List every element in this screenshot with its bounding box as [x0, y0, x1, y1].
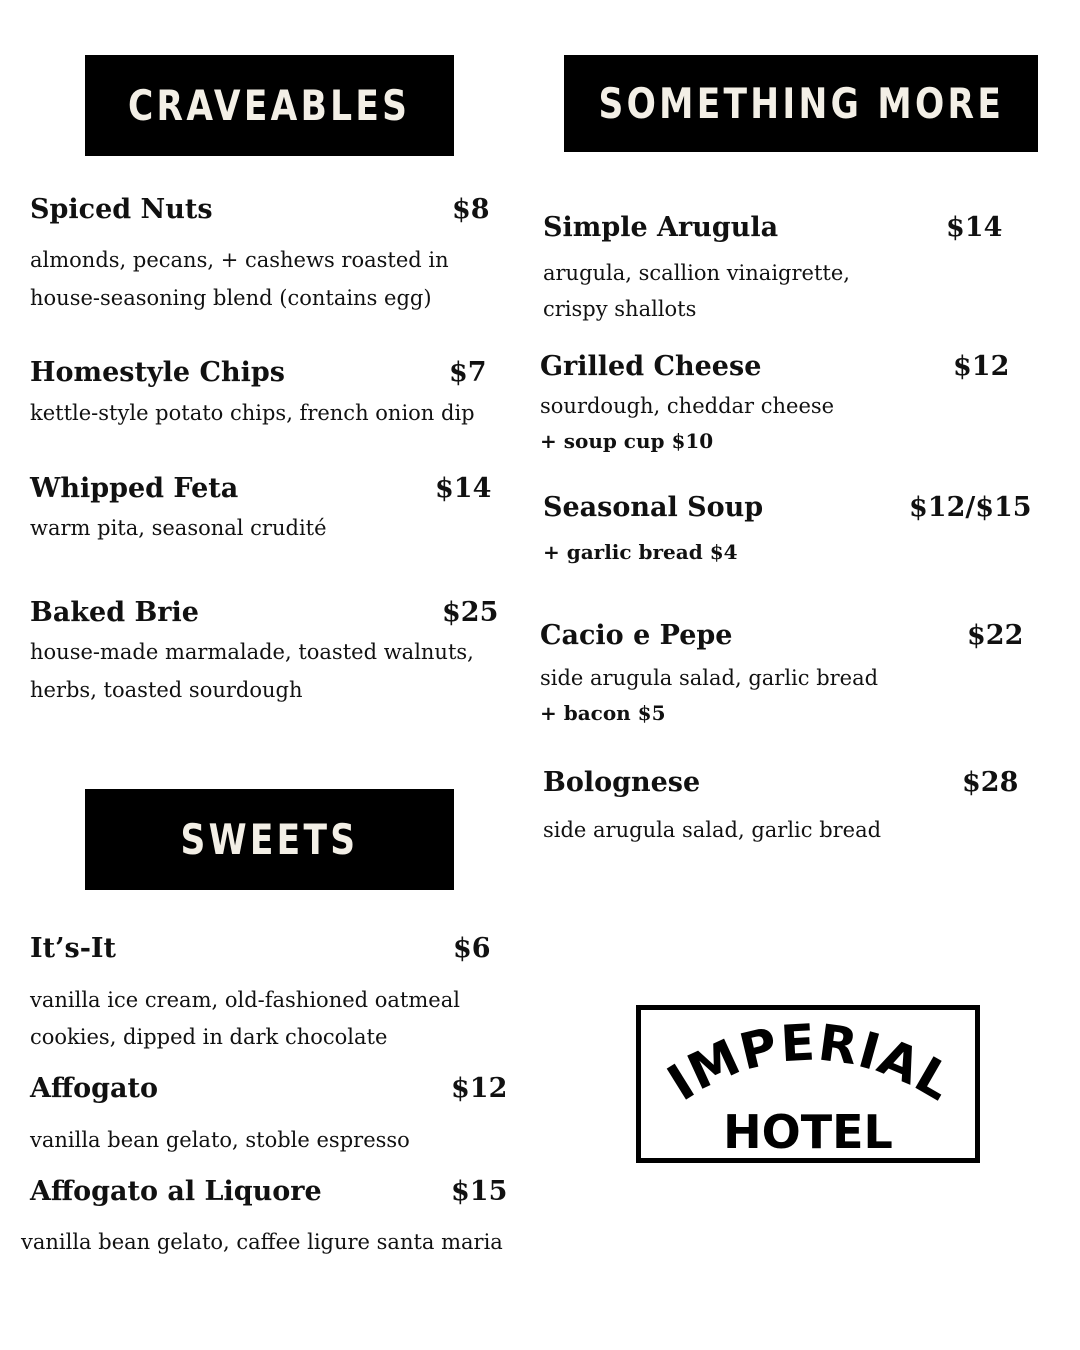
item-addon: + garlic bread $4	[543, 540, 738, 564]
item-name: It’s-It	[30, 933, 117, 964]
item-price: $14	[435, 473, 492, 504]
item-price: $28	[962, 767, 1019, 798]
item-desc: vanilla ice cream, old-fashioned oatmeal	[30, 988, 460, 1012]
item-desc: vanilla bean gelato, caffee ligure santa maria	[21, 1230, 503, 1254]
item-desc: almonds, pecans, + cashews roasted in	[30, 248, 449, 272]
something-more-banner	[564, 55, 1038, 152]
item-name: Baked Brie	[30, 597, 199, 628]
item-desc: house-made marmalade, toasted walnuts,	[30, 640, 474, 664]
logo-line-2: HOTEL	[723, 1105, 893, 1158]
item-name: Bolognese	[543, 767, 701, 798]
item-price: $6	[453, 933, 491, 964]
item-price: $12	[451, 1073, 508, 1104]
item-name: Homestyle Chips	[30, 357, 285, 388]
section-title-sweets: SWEETS	[180, 815, 359, 864]
item-desc: herbs, toasted sourdough	[30, 678, 303, 702]
item-name: Cacio e Pepe	[540, 620, 733, 651]
item-price: $12/$15	[909, 492, 1032, 523]
imperial-hotel-logo	[636, 1005, 980, 1163]
item-name: Seasonal Soup	[543, 492, 764, 523]
item-desc: arugula, scallion vinaigrette,	[543, 261, 850, 285]
item-price: $12	[953, 351, 1010, 382]
item-price: $14	[946, 212, 1003, 243]
logo-line-1: IMPERIAL	[657, 1013, 963, 1113]
section-title-craveables: CRAVEABLES	[128, 81, 411, 130]
item-price: $7	[449, 357, 487, 388]
item-name: Simple Arugula	[543, 212, 779, 243]
craveables-banner	[85, 55, 454, 156]
item-name: Grilled Cheese	[540, 351, 762, 382]
item-name: Affogato al Liquore	[30, 1176, 322, 1207]
item-name: Whipped Feta	[30, 473, 239, 504]
item-desc: cookies, dipped in dark chocolate	[30, 1025, 388, 1049]
item-desc: crispy shallots	[543, 297, 697, 321]
sweets-banner	[85, 789, 454, 890]
item-name: Affogato	[30, 1073, 158, 1104]
item-addon: + soup cup $10	[540, 429, 714, 453]
svg-text:IMPERIAL	[658, 1013, 963, 1112]
logo-mark	[641, 1010, 975, 1158]
item-desc: side arugula salad, garlic bread	[540, 666, 879, 690]
item-desc: house-seasoning blend (contains egg)	[30, 286, 432, 310]
section-title-something-more: SOMETHING MORE	[598, 79, 1004, 128]
item-price: $22	[967, 620, 1024, 651]
item-desc: kettle-style potato chips, french onion dip	[30, 401, 475, 425]
item-price: $15	[451, 1176, 508, 1207]
item-desc: sourdough, cheddar cheese	[540, 394, 835, 418]
item-price: $25	[442, 597, 499, 628]
item-price: $8	[452, 194, 490, 225]
item-desc: vanilla bean gelato, stoble espresso	[30, 1128, 410, 1152]
item-desc: side arugula salad, garlic bread	[543, 818, 882, 842]
item-name: Spiced Nuts	[30, 194, 213, 225]
item-addon: + bacon $5	[540, 701, 666, 725]
item-desc: warm pita, seasonal crudité	[30, 516, 327, 540]
